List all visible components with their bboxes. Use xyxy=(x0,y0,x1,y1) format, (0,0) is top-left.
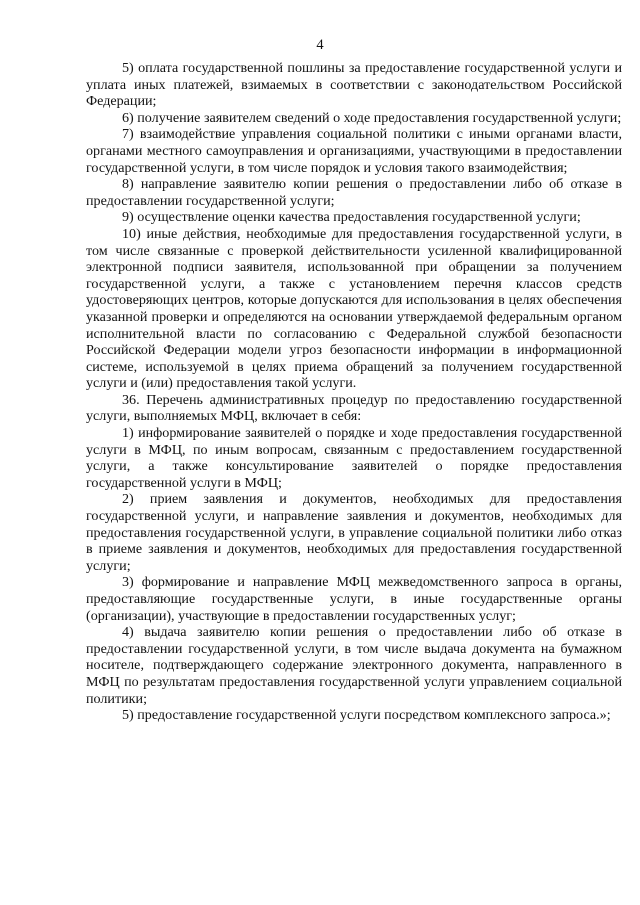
list-item-7-interaction: 7) взаимодействие управления социальной политики с иными органами власти, органами местного самоуправления и организациями, участвующими в предоставлении государственной услуги, в том числе порядок и условия такого взаимодействия; xyxy=(86,126,622,176)
mfc-item-4-issuance: 4) выдача заявителю копии решения о предоставлении либо об отказе в предоставлении государственной услуги, в том числе выдача документа на бумажном носителе, подтверждающего содержание электронного документа, направленного в МФЦ по результатам предоставления государственной услуги управлением социальной политики; xyxy=(86,624,622,707)
mfc-item-1-informing: 1) информирование заявителей о порядке и ходе предоставления государственной услуги в МФЦ, по иным вопросам, связанным с предоставлением государственной услуги, а также консультирование заявителей о порядке предоставления государственной услуги в МФЦ; xyxy=(86,425,622,491)
document-body xyxy=(86,60,622,724)
mfc-item-2-reception: 2) прием заявления и документов, необходимых для предоставления государственной услуги, и направление заявления и документов, необходимых для предоставления государственной услуги, в управление социальной политики либо отказ в приеме заявления и документов, необходимых для предоставления государственной услуги; xyxy=(86,491,622,574)
list-item-10-other-actions: 10) иные действия, необходимые для предоставления государственной услуги, в том числе связанные с проверкой действительности усиленной квалифицированной электронной подписи заявителя, использованной при обращении за получением государственной услуги, а также с установлением перечня классов средств удостоверяющих центров, которые допускаются для использования в целях обеспечения указанной проверки и определяются на основании утверждаемой федеральным органом исполнительной власти по согласованию с Федеральной службой безопасности Российской Федерации модели угроз безопасности информации в информационной системе, используемой в целях приема обращений за получением государственной услуги и (или) предоставления такой услуги. xyxy=(86,225,622,392)
section-36-heading: 36. Перечень административных процедур по предоставлению государственной услуги, выполняемых МФЦ, включает в себя: xyxy=(86,391,622,425)
mfc-item-3-interagency-request: 3) формирование и направление МФЦ межведомственного запроса в органы, предоставляющие государственные услуги, в иные государственные органы (организации), участвующие в предоставлении государственных услуг; xyxy=(86,574,622,624)
mfc-item-5-complex-request: 5) предоставление государственной услуги посредством комплексного запроса.»; xyxy=(122,707,611,724)
page-number: 4 xyxy=(316,37,324,53)
list-item-8-decision-copy: 8) направление заявителю копии решения о предоставлении либо об отказе в предоставлении государственной услуги; xyxy=(86,176,622,209)
list-item-6-status-info: 6) получение заявителем сведений о ходе предоставления государственной услуги; xyxy=(122,109,622,126)
list-item-5-payment: 5) оплата государственной пошлины за предоставление государственной услуги и уплата иных платежей, взимаемых в соответствии с законодательством Российской Федерации; xyxy=(86,60,622,110)
list-item-9-quality-assessment: 9) осуществление оценки качества предоставления государственной услуги; xyxy=(122,209,581,226)
